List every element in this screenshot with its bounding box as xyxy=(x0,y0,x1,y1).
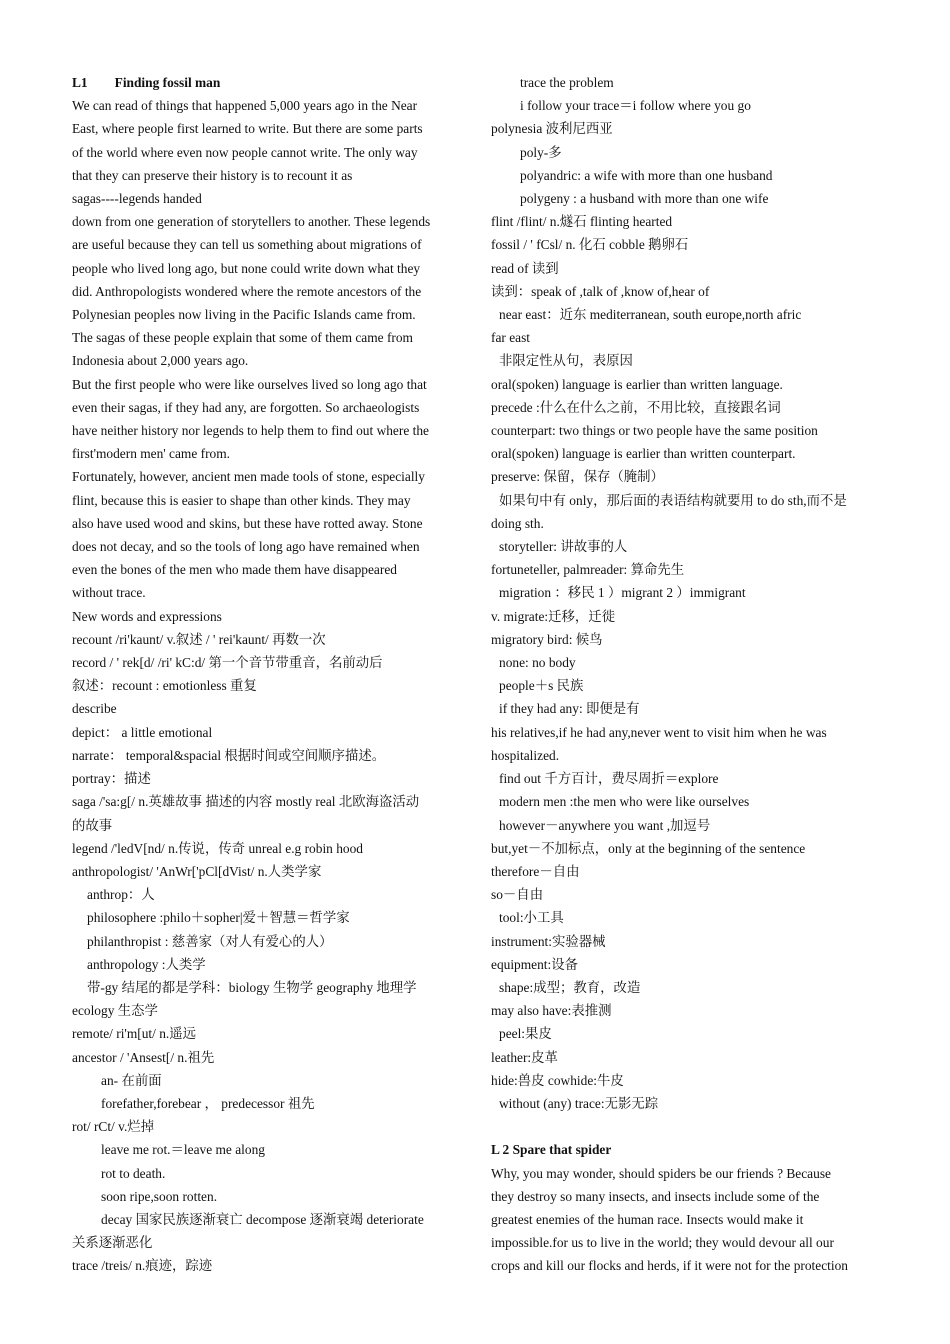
vocab-line: portray：描述 xyxy=(72,771,151,787)
vocab-line: 读到：speak of ,talk of ,know of,hear of xyxy=(491,283,710,299)
vocab-line: equipment:设备 xyxy=(491,956,579,972)
text-line: they destroy so many insects, and insects include some of the xyxy=(491,1188,820,1204)
vocab-line: philanthropist : 慈善家（对人有爱心的人） xyxy=(87,933,333,949)
vocab-line: 关系逐渐恶化 xyxy=(72,1235,153,1251)
vocab-line: shape:成型；教育，改造 xyxy=(499,979,641,995)
vocab-line: polyandric: a wife with more than one husband xyxy=(520,167,773,183)
vocab-line: oral(spoken) language is earlier than written language. xyxy=(491,376,783,392)
text-line: Polynesian peoples now living in the Pacific Islands came from. xyxy=(72,307,416,323)
vocab-line: storyteller: 讲故事的人 xyxy=(499,539,628,555)
text-line: are useful because they can tell us something about migrations of xyxy=(72,237,422,253)
vocab-line: v. migrate:迁移，迁徙 xyxy=(491,608,616,624)
vocab-line: i follow your trace＝i follow where you go xyxy=(520,98,751,114)
vocab-line: anthropology :人类学 xyxy=(87,956,206,972)
text-line: But the first people who were like ourselves lived so long ago that xyxy=(72,376,427,392)
vocab-line: migratory bird: 候鸟 xyxy=(491,631,603,647)
text-line: without trace. xyxy=(72,585,146,601)
vocab-line: 非限定性从句，表原因 xyxy=(499,353,633,369)
text-line: that they can preserve their history is to recount it as xyxy=(72,167,353,183)
vocab-line: saga /'sa:g[/ n.英雄故事 描述的内容 mostly real 北欧海盗活动 xyxy=(72,794,420,810)
vocab-line: remote/ ri'm[ut/ n.遥远 xyxy=(72,1026,197,1042)
vocab-line: instrument:实验器械 xyxy=(491,933,606,949)
text-line: Indonesia about 2,000 years ago. xyxy=(72,353,249,369)
vocab-line: anthrop：人 xyxy=(87,887,155,903)
vocab-line: narrate： temporal&spacial 根据时间或空间顺序描述。 xyxy=(72,747,386,763)
vocab-line: ecology 生态学 xyxy=(72,1003,158,1019)
text-line: of the world where even now people cannot write. The only way xyxy=(72,144,418,160)
section-heading: New words and expressions xyxy=(72,608,222,624)
text-line: people who lived long ago, but none could write down what they xyxy=(72,260,421,276)
vocab-line: his relatives,if he had any,never went to visit him when he was xyxy=(491,724,827,740)
vocab-line: trace the problem xyxy=(520,75,614,90)
text-line: did. Anthropologists wondered where the remote ancestors of the xyxy=(72,283,422,299)
vocab-line: precede :什么在什么之前，不用比较，直接跟名词 xyxy=(491,399,781,415)
vocab-line: fossil / ' fCsl/ n. 化石 cobble 鹅卵石 xyxy=(491,237,689,253)
vocab-line: legend /'ledV[nd/ n.传说，传奇 unreal e.g robin hood xyxy=(72,840,363,856)
vocab-line: forefather,forebear ， predecessor 祖先 xyxy=(101,1095,315,1111)
text-line: Why, you may wonder, should spiders be our friends ? Because xyxy=(491,1165,831,1181)
vocab-line: counterpart: two things or two people have the same position xyxy=(491,423,818,439)
vocab-line: if they had any: 即便是有 xyxy=(499,701,640,717)
vocab-line: poly-多 xyxy=(520,144,562,160)
vocab-line: soon ripe,soon rotten. xyxy=(101,1188,218,1204)
vocab-line: anthropologist/ 'AnWr['pCl[dVist/ n.人类学家 xyxy=(72,863,322,879)
text-line: Fortunately, however, ancient men made tools of stone, especially xyxy=(72,469,425,485)
vocab-line: preserve: 保留，保存（腌制） xyxy=(491,469,664,485)
vocab-line: hospitalized. xyxy=(491,747,560,763)
vocab-line: record / ' rek[d/ /ri' kC:d/ 第一个音节带重音，名前动后 xyxy=(72,655,383,671)
text-line: sagas----legends handed xyxy=(72,191,202,207)
vocab-line: modern men :the men who were like ourselves xyxy=(499,794,750,810)
text-line: We can read of things that happened 5,000 years ago in the Near xyxy=(72,98,418,114)
vocab-line: 带-gy 结尾的都是学科：biology 生物学 geography 地理学 xyxy=(87,979,417,995)
vocab-line: recount /ri'kaunt/ v.叙述 / ' rei'kaunt/ 再数一次 xyxy=(72,631,326,647)
vocab-line: depict： a little emotional xyxy=(72,724,213,740)
vocab-line: rot to death. xyxy=(101,1165,166,1181)
vocab-line: without (any) trace:无影无踪 xyxy=(499,1095,659,1111)
vocab-line: near east：近东 mediterranean, south europe,north afric xyxy=(499,307,802,323)
text-line: even the bones of the men who made them have disappeared xyxy=(72,562,397,578)
vocab-line: fortuneteller, palmreader: 算命先生 xyxy=(491,562,685,578)
lesson-number: L1 xyxy=(72,75,88,90)
vocab-line: hide:兽皮 cowhide:牛皮 xyxy=(491,1072,624,1088)
vocab-line: an- 在前面 xyxy=(101,1072,162,1088)
text-line: The sagas of these people explain that some of them came from xyxy=(72,330,413,346)
text-line: also have used wood and skins, but these have rotted away. Stone xyxy=(72,515,423,531)
vocab-line: but,yet－不加标点，only at the beginning of the sentence xyxy=(491,840,806,856)
vocab-line: migration ：移民 1 ）migrant 2 ）immigrant xyxy=(499,585,746,601)
text-line: flint, because this is easier to shape than other kinds. They may xyxy=(72,492,411,508)
text-line: first'modern men' came from. xyxy=(72,446,231,462)
vocab-line: therefore－自由 xyxy=(491,863,580,879)
vocab-line: decay 国家民族逐渐衰亡 decompose 逐渐衰竭 deteriorate xyxy=(101,1211,424,1227)
vocab-line: far east xyxy=(491,330,531,346)
text-line: even their sagas, if they had any, are forgotten. So archaeologists xyxy=(72,399,420,415)
vocab-line: tool:小工具 xyxy=(499,910,564,926)
vocab-line: doing sth. xyxy=(491,515,544,531)
vocab-line: trace /treis/ n.痕迹，踪迹 xyxy=(72,1258,213,1274)
text-line: crops and kill our flocks and herds, if it were not for the protection xyxy=(491,1258,848,1274)
vocab-line: 的故事 xyxy=(72,817,113,833)
text-line: does not decay, and so the tools of long ago have remained when xyxy=(72,539,420,555)
vocab-line: read of 读到 xyxy=(491,260,559,276)
vocab-line: rot/ rCt/ v.烂掉 xyxy=(72,1119,155,1135)
text-line: down from one generation of storytellers to another. These legends xyxy=(72,214,431,230)
lesson-heading: L 2 Spare that spider xyxy=(491,1142,612,1158)
vocab-line: philosophere :philo＋sopher|爱＋智慧＝哲学家 xyxy=(87,910,350,926)
text-line: have neither history nor legends to help them to find out where the xyxy=(72,423,429,439)
vocab-line: leather:皮革 xyxy=(491,1049,558,1065)
text-line: East, where people first learned to write. But there are some parts xyxy=(72,121,423,137)
blank-line xyxy=(491,1115,883,1138)
vocab-line: ancestor / 'Ansest[/ n.祖先 xyxy=(72,1049,215,1065)
vocab-line: flint /flint/ n.燧石 flinting hearted xyxy=(491,214,673,230)
vocab-line: polynesia 波利尼西亚 xyxy=(491,121,613,137)
vocab-line: polygeny : a husband with more than one wife xyxy=(520,191,769,207)
vocab-line: people＋s 民族 xyxy=(499,678,584,694)
vocab-line: 如果句中有 only，那后面的表语结构就要用 to do sth,而不是 xyxy=(499,492,847,508)
vocab-line: none: no body xyxy=(499,655,576,671)
vocab-line: so－自由 xyxy=(491,887,544,903)
vocab-line: describe xyxy=(72,701,117,717)
vocab-line: leave me rot.＝leave me along xyxy=(101,1142,265,1158)
vocab-line: may also have:表推测 xyxy=(491,1003,612,1019)
vocab-line: find out 千方百计，费尽周折＝explore xyxy=(499,771,719,787)
text-line: greatest enemies of the human race. Insects would make it xyxy=(491,1211,804,1227)
left-column xyxy=(72,71,464,1278)
vocab-line: peel:果皮 xyxy=(499,1026,552,1042)
lesson-title: Finding fossil man xyxy=(114,75,221,90)
vocab-line: 叙述：recount : emotionless 重复 xyxy=(72,678,257,694)
vocab-line: oral(spoken) language is earlier than written counterpart. xyxy=(491,446,796,462)
vocab-line: however－anywhere you want ,加逗号 xyxy=(499,817,711,833)
text-line: impossible.for us to live in the world; they would devour all our xyxy=(491,1235,834,1251)
right-column xyxy=(491,71,883,1278)
lesson-heading xyxy=(72,71,464,94)
